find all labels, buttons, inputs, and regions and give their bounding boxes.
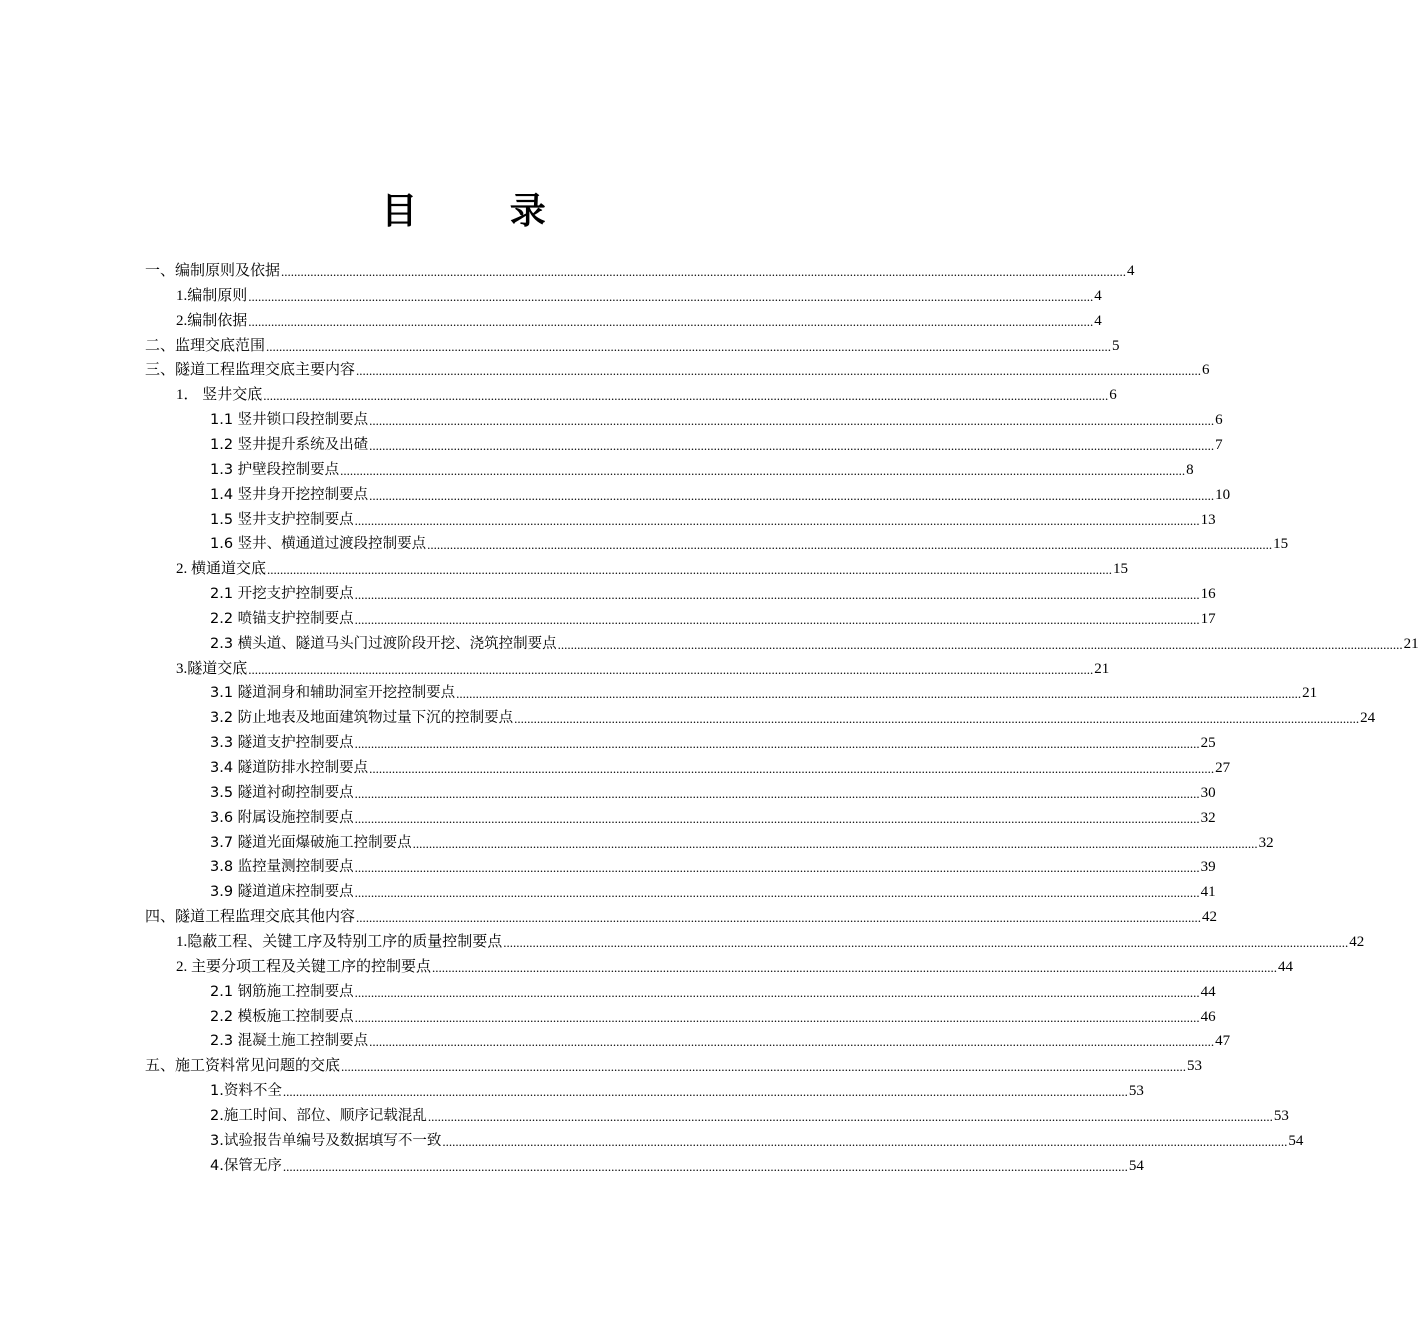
- toc-page-number: 17: [1200, 610, 1216, 627]
- toc-leader-dots: ....................................................................................................................................................................................................................................................................: [369, 487, 1215, 503]
- toc-entry[interactable]: [210, 505, 1216, 529]
- toc-entry[interactable]: [176, 952, 1294, 976]
- toc-entry[interactable]: [176, 306, 1102, 330]
- toc-page-number: 21: [1403, 635, 1419, 652]
- toc-entry-title: 2.2 模板施工控制要点: [210, 1008, 354, 1025]
- toc-leader-dots: ....................................................................................................................................................................................................................................................................: [432, 959, 1278, 975]
- toc-leader-dots: ....................................................................................................................................................................................................................................................................: [354, 587, 1200, 603]
- toc-entry[interactable]: [176, 554, 1129, 578]
- toc-page-number: 4: [1127, 263, 1135, 279]
- toc-leader-dots: ....................................................................................................................................................................................................................................................................: [354, 984, 1200, 1000]
- toc-entry-title: 2. 横通道交底: [176, 561, 267, 578]
- toc-leader-dots: ....................................................................................................................................................................................................................................................................: [354, 810, 1200, 826]
- toc-leader-dots: ....................................................................................................................................................................................................................................................................: [356, 363, 1202, 379]
- toc-entry-title: 3.试验报告单编号及数据填写不一致: [210, 1132, 442, 1149]
- toc-entry-title: 2.1 钢筋施工控制要点: [210, 983, 354, 1000]
- toc-entry[interactable]: [210, 629, 1419, 653]
- toc-page-number: 6: [1202, 362, 1210, 379]
- toc-entry[interactable]: [145, 1051, 1203, 1075]
- toc-entry[interactable]: [210, 579, 1216, 603]
- toc-entry[interactable]: [210, 1126, 1304, 1150]
- toc-entry-title: 3.8 监控量测控制要点: [210, 859, 354, 876]
- toc-entry[interactable]: [210, 1101, 1289, 1125]
- toc-leader-dots: ....................................................................................................................................................................................................................................................................: [267, 562, 1113, 578]
- toc-entry-title: 3.6 附属设施控制要点: [210, 809, 354, 826]
- toc-leader-dots: ....................................................................................................................................................................................................................................................................: [282, 1158, 1128, 1174]
- toc-page-number: 21: [1302, 685, 1318, 702]
- toc-entry-title: 二、监理交底范围: [145, 337, 266, 354]
- toc-page-number: 39: [1200, 859, 1216, 876]
- toc-page-number: 5: [1112, 337, 1120, 354]
- toc-page-number: 32: [1258, 834, 1274, 851]
- toc-page-number: 54: [1128, 1157, 1144, 1174]
- toc-page-number: 53: [1128, 1083, 1144, 1100]
- toc-entry-title: 2.3 横头道、隧道马头门过渡阶段开挖、浇筑控制要点: [210, 635, 557, 652]
- toc-page-number: 15: [1113, 561, 1129, 578]
- toc-leader-dots: ....................................................................................................................................................................................................................................................................: [503, 934, 1349, 950]
- toc-page-number: 13: [1200, 511, 1216, 528]
- toc-page-number: 54: [1288, 1132, 1304, 1149]
- toc-entry-title: 1.1 竖井锁口段控制要点: [210, 412, 369, 429]
- toc-leader-dots: ....................................................................................................................................................................................................................................................................: [282, 1084, 1128, 1100]
- toc-entry-title: 2.施工时间、部位、顺序记载混乱: [210, 1107, 427, 1124]
- toc-entry-title: 2.1 开挖支护控制要点: [210, 586, 354, 603]
- toc-entry[interactable]: [210, 529, 1289, 553]
- toc-leader-dots: ....................................................................................................................................................................................................................................................................: [427, 537, 1273, 553]
- toc-leader-dots: ....................................................................................................................................................................................................................................................................: [356, 910, 1202, 926]
- toc-leader-dots: ....................................................................................................................................................................................................................................................................: [456, 686, 1302, 702]
- toc-leader-dots: ....................................................................................................................................................................................................................................................................: [354, 1009, 1200, 1025]
- toc-entry[interactable]: [210, 430, 1223, 454]
- toc-entry-title: 1.资料不全: [210, 1083, 282, 1100]
- toc-leader-dots: ....................................................................................................................................................................................................................................................................: [248, 661, 1094, 677]
- toc-leader-dots: ....................................................................................................................................................................................................................................................................: [248, 313, 1094, 329]
- toc-page-number: 15: [1273, 536, 1289, 553]
- toc-page-number: 25: [1200, 735, 1216, 752]
- toc-leader-dots: ....................................................................................................................................................................................................................................................................: [369, 1034, 1215, 1050]
- toc-entry[interactable]: [145, 355, 1210, 379]
- toc-page-number: 46: [1200, 1008, 1216, 1025]
- toc-leader-dots: ....................................................................................................................................................................................................................................................................: [427, 1108, 1273, 1124]
- toc-leader-dots: ....................................................................................................................................................................................................................................................................: [340, 462, 1186, 478]
- toc-leader-dots: ....................................................................................................................................................................................................................................................................: [369, 413, 1215, 429]
- toc-entry[interactable]: [210, 977, 1216, 1001]
- toc-entry-title: 3.1 隧道洞身和辅助洞室开挖控制要点: [210, 685, 456, 702]
- toc-entry[interactable]: [210, 703, 1376, 727]
- toc-page-number: 10: [1215, 486, 1231, 503]
- toc-leader-dots: ....................................................................................................................................................................................................................................................................: [266, 338, 1112, 354]
- toc-entry[interactable]: [210, 828, 1274, 852]
- toc-page-number: 47: [1215, 1033, 1231, 1050]
- toc-leader-dots: ....................................................................................................................................................................................................................................................................: [557, 636, 1403, 652]
- toc-entry[interactable]: [210, 877, 1216, 901]
- toc-entry[interactable]: [210, 455, 1194, 479]
- toc-title: 目 录: [381, 191, 586, 232]
- toc-entry[interactable]: [145, 331, 1120, 355]
- toc-page-number: 27: [1215, 760, 1231, 776]
- toc-leader-dots: ....................................................................................................................................................................................................................................................................: [354, 860, 1200, 876]
- toc-page-number: 16: [1200, 586, 1216, 603]
- toc-entry[interactable]: [176, 654, 1110, 678]
- toc-leader-dots: ....................................................................................................................................................................................................................................................................: [248, 288, 1094, 304]
- toc-entry-title: 1.4 竖井身开挖控制要点: [210, 486, 369, 503]
- toc-leader-dots: ....................................................................................................................................................................................................................................................................: [369, 761, 1215, 776]
- toc-entry-title: 三、隧道工程监理交底主要内容: [145, 362, 356, 379]
- toc-page-number: 44: [1278, 958, 1294, 975]
- toc-entry[interactable]: [210, 480, 1231, 504]
- toc-entry-title: 2.编制依据: [176, 312, 248, 329]
- toc-leader-dots: ....................................................................................................................................................................................................................................................................: [354, 611, 1200, 627]
- toc-entry-title: 1.5 竖井支护控制要点: [210, 511, 354, 528]
- toc-entry[interactable]: [145, 902, 1218, 926]
- toc-entry[interactable]: [210, 753, 1231, 777]
- toc-leader-dots: ....................................................................................................................................................................................................................................................................: [281, 264, 1127, 279]
- toc-entry-title: 1.编制原则: [176, 287, 248, 304]
- toc-entry-title: 2. 主要分项工程及关键工序的控制要点: [176, 958, 432, 975]
- toc-entry-title: 1.2 竖井提升系统及出碴: [210, 436, 369, 453]
- toc-entry[interactable]: [176, 927, 1365, 951]
- toc-entry-title: 3.5 隧道衬砌控制要点: [210, 784, 354, 801]
- toc-page-number: 53: [1187, 1058, 1203, 1075]
- toc-page-number: 32: [1200, 809, 1216, 826]
- toc-entry[interactable]: [210, 778, 1216, 802]
- toc-entry-title: 4.保管无序: [210, 1157, 282, 1174]
- toc-leader-dots: ....................................................................................................................................................................................................................................................................: [369, 437, 1215, 453]
- toc-page-number: 42: [1349, 933, 1365, 950]
- toc-page-number: 53: [1273, 1107, 1289, 1124]
- toc-leader-dots: ....................................................................................................................................................................................................................................................................: [354, 736, 1200, 752]
- toc-entry-title: 四、隧道工程监理交底其他内容: [145, 909, 356, 926]
- toc-entry[interactable]: [210, 678, 1318, 702]
- toc-entry-title: 3.9 隧道道床控制要点: [210, 884, 354, 901]
- toc-entry-title: 3.隧道交底: [176, 660, 248, 677]
- toc-page-number: 7: [1215, 436, 1223, 453]
- toc-page-number: 30: [1200, 784, 1216, 801]
- toc-page-number: 6: [1215, 412, 1223, 429]
- toc-leader-dots: ....................................................................................................................................................................................................................................................................: [263, 388, 1109, 404]
- toc-page-number: 44: [1200, 983, 1216, 1000]
- toc-entry-title: 五、施工资料常见问题的交底: [145, 1058, 341, 1075]
- toc-leader-dots: ....................................................................................................................................................................................................................................................................: [514, 711, 1360, 727]
- toc-entry[interactable]: [176, 380, 1117, 404]
- toc-entry-title: 3.4 隧道防排水控制要点: [210, 760, 369, 776]
- toc-leader-dots: ....................................................................................................................................................................................................................................................................: [354, 512, 1200, 528]
- toc-entry[interactable]: [210, 803, 1216, 827]
- toc-entry[interactable]: [210, 1002, 1216, 1026]
- toc-page-number: 24: [1360, 710, 1376, 727]
- toc-page-number: 21: [1094, 660, 1110, 677]
- toc-entry-title: 3.2 防止地表及地面建筑物过量下沉的控制要点: [210, 710, 514, 727]
- toc-leader-dots: ....................................................................................................................................................................................................................................................................: [442, 1133, 1288, 1149]
- toc-entry-title: 一、编制原则及依据: [145, 263, 281, 279]
- toc-entry[interactable]: [210, 1026, 1231, 1050]
- toc-leader-dots: ....................................................................................................................................................................................................................................................................: [341, 1059, 1187, 1075]
- toc-entry[interactable]: [210, 852, 1216, 876]
- toc-entry[interactable]: [210, 604, 1216, 628]
- toc-entry-title: 3.3 隧道支护控制要点: [210, 735, 354, 752]
- toc-page-number: 42: [1202, 909, 1218, 926]
- toc-entry-title: 2.2 喷锚支护控制要点: [210, 610, 354, 627]
- toc-entry-title: 1． 竖井交底: [176, 387, 263, 404]
- toc-entry-title: 1.6 竖井、横通道过渡段控制要点: [210, 536, 427, 553]
- toc-leader-dots: ....................................................................................................................................................................................................................................................................: [354, 785, 1200, 801]
- toc-page-number: 4: [1094, 312, 1102, 329]
- toc-entry-title: 1.隐蔽工程、关键工序及特别工序的质量控制要点: [176, 933, 503, 950]
- toc-entry[interactable]: [210, 405, 1223, 429]
- toc-leader-dots: ....................................................................................................................................................................................................................................................................: [354, 885, 1200, 901]
- toc-entry-title: 3.7 隧道光面爆破施工控制要点: [210, 834, 412, 851]
- toc-entry[interactable]: [210, 1076, 1144, 1100]
- toc-entry-title: 2.3 混凝土施工控制要点: [210, 1033, 369, 1050]
- toc-page-number: 4: [1094, 287, 1102, 304]
- toc-entry-title: 1.3 护壁段控制要点: [210, 461, 340, 478]
- toc-leader-dots: ....................................................................................................................................................................................................................................................................: [412, 835, 1258, 851]
- toc-page-number: 6: [1109, 387, 1117, 404]
- toc-page-number: 41: [1200, 884, 1216, 901]
- toc-entry[interactable]: [210, 728, 1216, 752]
- toc-entry[interactable]: [145, 256, 1135, 280]
- toc-entry[interactable]: [210, 1151, 1144, 1175]
- toc-page-number: 8: [1186, 461, 1194, 478]
- toc-entry[interactable]: [176, 281, 1102, 305]
